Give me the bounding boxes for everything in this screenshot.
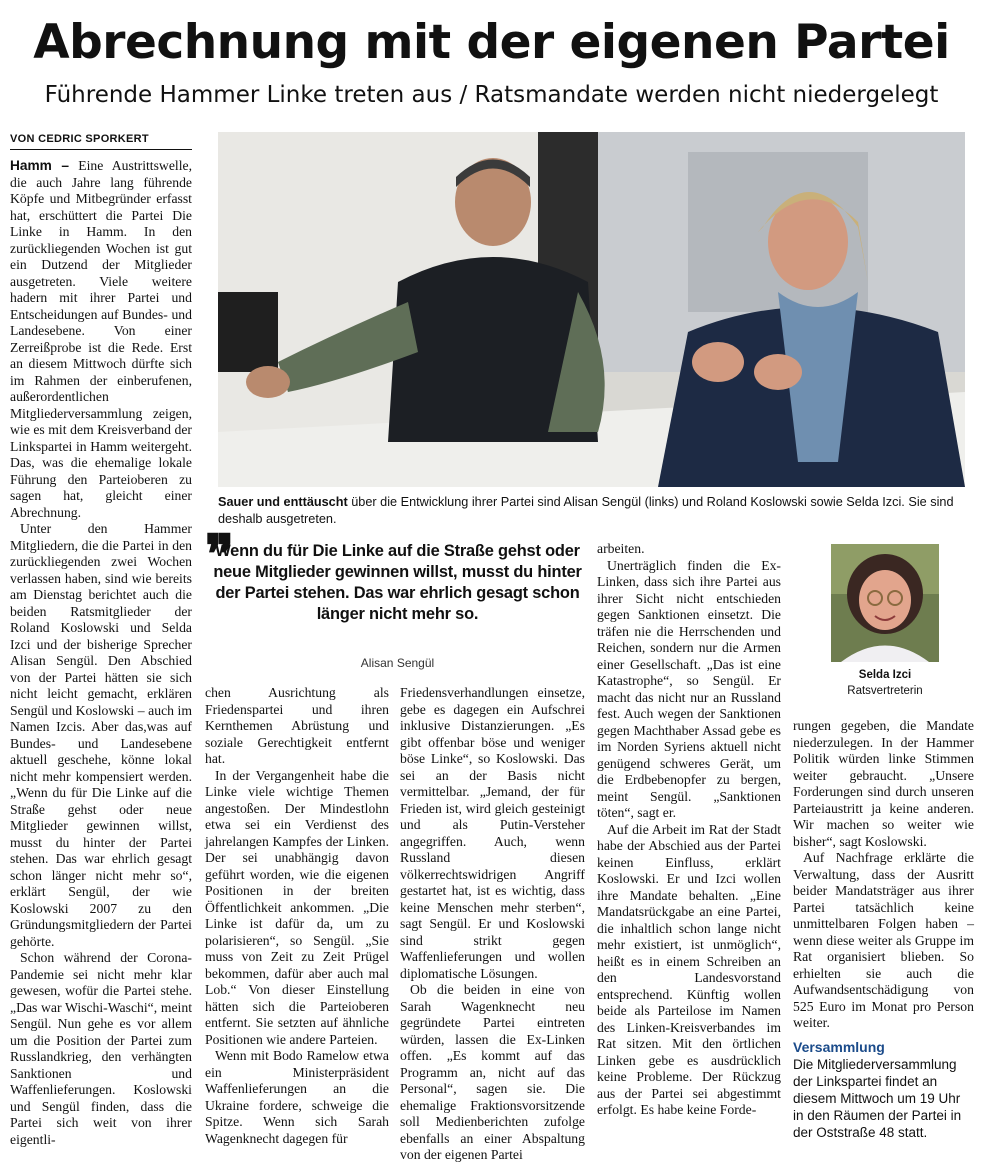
portrait-photo [831,544,939,662]
pullquote-text [205,541,590,625]
photo-illustration [218,132,965,487]
paragraph: arbeiten. [597,541,645,556]
caption-lead: Sauer und enttäuscht [218,495,348,509]
photo-caption [218,494,965,528]
portrait-role: Ratsvertreterin [847,685,923,697]
article-column-4 [597,541,781,1148]
paragraph: Wenn mit Bodo Ramelow etwa ein Ministerpräsident Waffenlieferungen an die Ukraine fordere, schweige die Spitze. Wenn sich Sarah Wagenknecht dagegen für [205,1048,389,1146]
pullquote-author: Alisan Sengül [360,656,435,670]
paragraph: chen Ausrichtung als Friedenspartei und ihren Kernthemen Abrüstung und soziale Gerechtigkeit entfernt hat. [205,685,389,766]
dateline: Hamm – [10,158,70,173]
caption-text: über die Entwicklung ihrer Partei sind Alisan Sengül (links) und Roland Koslowski sowie Selda Izci. Sie sind deshalb ausgetreten. [218,495,954,526]
article-column-5 [793,718,974,1148]
paragraph: Schon während der Corona-Pandemie sei nicht mehr klar gewesen, wofür die Partei stehe. „Das war Wischi-Waschi“, meint Sengül. Nun gehe es vor allem um die Position der Partei zum Russlandkrieg, den verhängten Sanktionen und Waffenlieferungen. Koslowski und Sengül finden, dass die Partei sich weit von ihrer eigentli- [10,950,192,1147]
portrait-name: Selda Izci [858,669,912,681]
headline: Abrechnung mit der eigenen Partei [33,15,950,70]
paragraph: rungen gegeben, die Mandate niederzulegen. In der Hammer Politik würden linke Stimmen weiter gebraucht. „Unsere Forderungen sind durch unseren Parteiaustritt ja keine anderen. Wir machen so weiter wie bisher“, sagt Koslowski. [793,718,974,849]
article-photo [218,132,965,487]
paragraph: In der Vergangenheit habe die Linke viele wichtige Themen angestoßen. Der Mindestlohn etwa sei ein Verdienst des jahrelangen Kampfes der Linken. Der sei unabhängig davon geführt worden, wie die eigenen Positionen in der breiten Öffentlichkeit ankommen. „Die Linke ist dafür da, um zu polarisieren“, so Sengül. „Sie muss von Zeit zu Zeit Prügel bekommen, dafür aber auch mal Lob.“ Von dieser Einstellung hätten sich die Parteioberen entfernt. Sie setzten auf ähnliche Positionen wie andere Parteien. [205,767,389,1047]
byline: VON CEDRIC SPORKERT [10,132,192,150]
paragraph: Friedensverhandlungen einsetze, gebe es dagegen ein Aufschrei inklusive Distanzierungen. „Es gibt offenbar böse und weniger böse Linke“, so Koslowski. Das sei an der Basis nicht vermittelbar. „Jemand, der für Frieden ist, wird gleich gesteinigt und als Putin-Versteher angegriffen. Auch, wenn Russland diesen völkerrechtswidrigen Angriff gestartet hat, ist es wichtig, dass keine Menschen mehr sterben“, sagt Sengül. Er und Koslowski sind strikt gegen Waffenlieferungen und wollen diplomatische Lösungen. [400,685,585,981]
article-column-2 [205,685,389,1148]
paragraph [10,158,192,521]
paragraph: Unter den Hammer Mitgliedern, die die Partei in den zurückliegenden zwei Wochen verlassen haben, sind wie bereits am Dienstag berichtet auch die beiden Ratsmitglieder der Roland Koslowski und Selda Izci und der bisherige Sprecher Alisan Sengül. Den Abschied von der Partei hätten sie sich nicht leicht gemacht, erklären Sengül und Koslowski – auch im Namen Izcis. Aber das,was auf Bundes- und Landesebene aktuell geschehe, könne lokal nicht mehr kompensiert werden. „Wenn du für Die Linke auf die Straße gehst oder neue Mitglieder gewinnen willst, musst du hinter der Partei stehen. Das war ehrlich gesagt schon länger nicht mehr so“, erklärt Sengül, der wie Koslowski 2007 zu den Gründungsmitgliedern der Partei gehörte. [10,521,192,949]
paragraph: Auf die Arbeit im Rat der Stadt habe der Abschied aus der Partei keinen Einfluss, erklärt Koslowski. Er und Izci wollen ihre Mandate behalten. „Eine Mandatsrückgabe an eine Partei, die inhaltlich schon lange nicht mehr existiert, ist unmöglich“, heißt es in einem Schreiben an den Landesvorstand entsprechend. Künftig wollen beide als Parteilose im Namen des Linken-Kreisverbandes im Rat sitzen. Mit den örtlichen Linken gebe es ausdrücklich keine Probleme. Der Rückzug aus der Partei sei abgestimmt erfolgt. Es habe keine Forde- [597,821,781,1117]
article-column-3 [400,685,585,1162]
portrait-illustration [831,544,939,662]
paragraph: Auf Nachfrage erklärte die Verwaltung, dass der Ausritt beider Mandatsträger aus ihrer Partei tatsächlich keine unmittelbaren Folgen haben – wenn diese weiter als Gruppe im Rat organisiert blieben. So erhielten sie auch die Aufwandsentschädigung von 525 Euro im Monat pro Person weiter. [793,850,974,1030]
subheadline: Führende Hammer Linke treten aus / Ratsmandate werden nicht niedergelegt [44,82,939,108]
paragraph: Ob die beiden in eine von Sarah Wagenknecht neu gegründete Partei eintreten würden, lassen die Ex-Linken offen. „Es kommt auf das Programm an, nicht auf das Personal“, sagen sie. Die ehemalige Fraktionsvorsitzende soll Medienberichten zufolge ebenfalls an einer Abspaltung von der eigenen Partei [400,982,585,1162]
info-box-heading: Versammlung [793,1038,885,1055]
article-column-1 [10,158,192,1148]
quote-mark-icon: ❞ [205,522,235,586]
paragraph: Unerträglich finden die Ex-Linken, dass sich ihre Partei aus ihrer Sicht nicht entschieden gegen Sanktionen einsetzt. Die träfen nie die Herrschenden und Reichen, sondern nur die Armen einer Gesellschaft. „Das ist eine Katastrophe“, so Sengül. Er macht das nicht nur an Russland fest. Auch wegen der Sanktionen gegen Machthaber Assad gebe es im Norden Syriens aktuell nicht genügend schweres Gerät, um die Erdbebenopfer zu bergen, meint Sengül. „Sanktionen töten“, sagt er. [597,557,781,820]
info-box-text: Die Mitgliederversammlung der Linkspartei findet an diesem Mittwoch um 19 Uhr in den Räumen der Partei in der Oststraße 48 statt. [793,1056,962,1140]
pullquote-body: Wenn du für Die Linke auf die Straße gehst oder neue Mitglieder gewinnen willst, musst du hinter der Partei stehen. Das war ehrlich gesagt schon länger nicht mehr so. [213,542,582,623]
paragraph-text: Eine Austrittswelle, die auch Jahre lang führende Köpfe und Mitbegründer erfasst hat, erschüttert die Partei Die Linke in Hamm. In den zurückliegenden Wochen ist gut ein Dutzend der Mitglieder ausgetreten. Viele weitere hadern mit ihrer Partei und Entscheidungen auf Bundes- und Landesebene. Von einer Zerreißprobe ist die Rede. Erst an diesem Mittwoch dürfte sich im Rahmen der einberufenen, außerordentlichen Mitgliederversammlung zeigen, wie es mit dem Kreisverband der Linkspartei in Hamm weitergeht. Das, was die ehemalige lokale Führung den Parteioberen zu sagen hat, gleicht einer Abrechnung. [10,158,192,520]
